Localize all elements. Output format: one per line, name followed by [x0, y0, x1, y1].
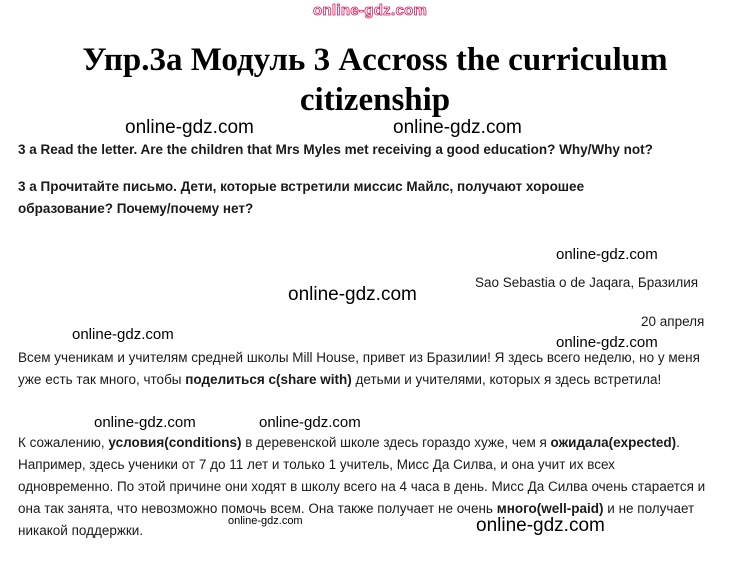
watermark: online-gdz.com — [556, 334, 658, 351]
paragraph-text: и не получает никакой поддержки. — [18, 501, 695, 538]
watermark: online-gdz.com — [393, 117, 522, 138]
letter-place: Sao Sebastia o de Jaqara, Бразилия — [475, 275, 699, 290]
page-title: Упр.3а Модуль 3 Accross the curriculum citizenship — [82, 42, 668, 118]
watermark: online-gdz.com — [94, 414, 196, 431]
letter-paragraph-1 — [18, 347, 708, 391]
vocab-phrase: ожидала(expected) — [550, 435, 677, 450]
watermark: online-gdz.com — [476, 515, 605, 536]
watermark: online-gdz.com — [125, 117, 254, 138]
watermark: online-gdz.com — [228, 515, 303, 527]
watermark-top: online-gdz.com — [313, 2, 428, 19]
paragraph-text: . Например, здесь ученики от 7 до 11 лет и только 1 учитель, Мисс Да Силва, и она учит их всех одновременно. По этой причине они ходят в школу всего на 4 часа в день. Мисс Да Силва очень старается и она так занята, что невозможно помочь всем. Она также получает не очень — [18, 435, 706, 516]
letter-date: 20 апреля — [641, 314, 705, 329]
task-russian: 3 а Прочитайте письмо. Дети, которые встретили миссис Майлс, получают хорошее образование? Почему/почему нет? — [18, 179, 585, 216]
watermark: online-gdz.com — [72, 326, 174, 343]
paragraph-text: Всем ученикам и учителям средней школы Mill House, привет из Бразилии! Я здесь всего неделю, но у меня уже есть так много, чтобы — [18, 350, 700, 387]
watermark: online-gdz.com — [288, 284, 417, 305]
paragraph-text: в деревенской школе здесь гораздо хуже, чем я — [241, 435, 551, 450]
task-english: 3 a Read the letter. Are the children that Mrs Myles met receiving a good education? Why/Why not? — [18, 142, 653, 157]
paragraph-text: детьми и учителями, которых я здесь встретила! — [351, 372, 662, 387]
vocab-phrase: поделиться с(share with) — [185, 372, 352, 387]
watermark: online-gdz.com — [259, 414, 361, 431]
vocab-phrase: много(well-paid) — [496, 501, 604, 516]
paragraph-text: К сожалению, — [18, 435, 109, 450]
vocab-phrase: условия(conditions) — [108, 435, 242, 450]
watermark: online-gdz.com — [556, 246, 658, 263]
